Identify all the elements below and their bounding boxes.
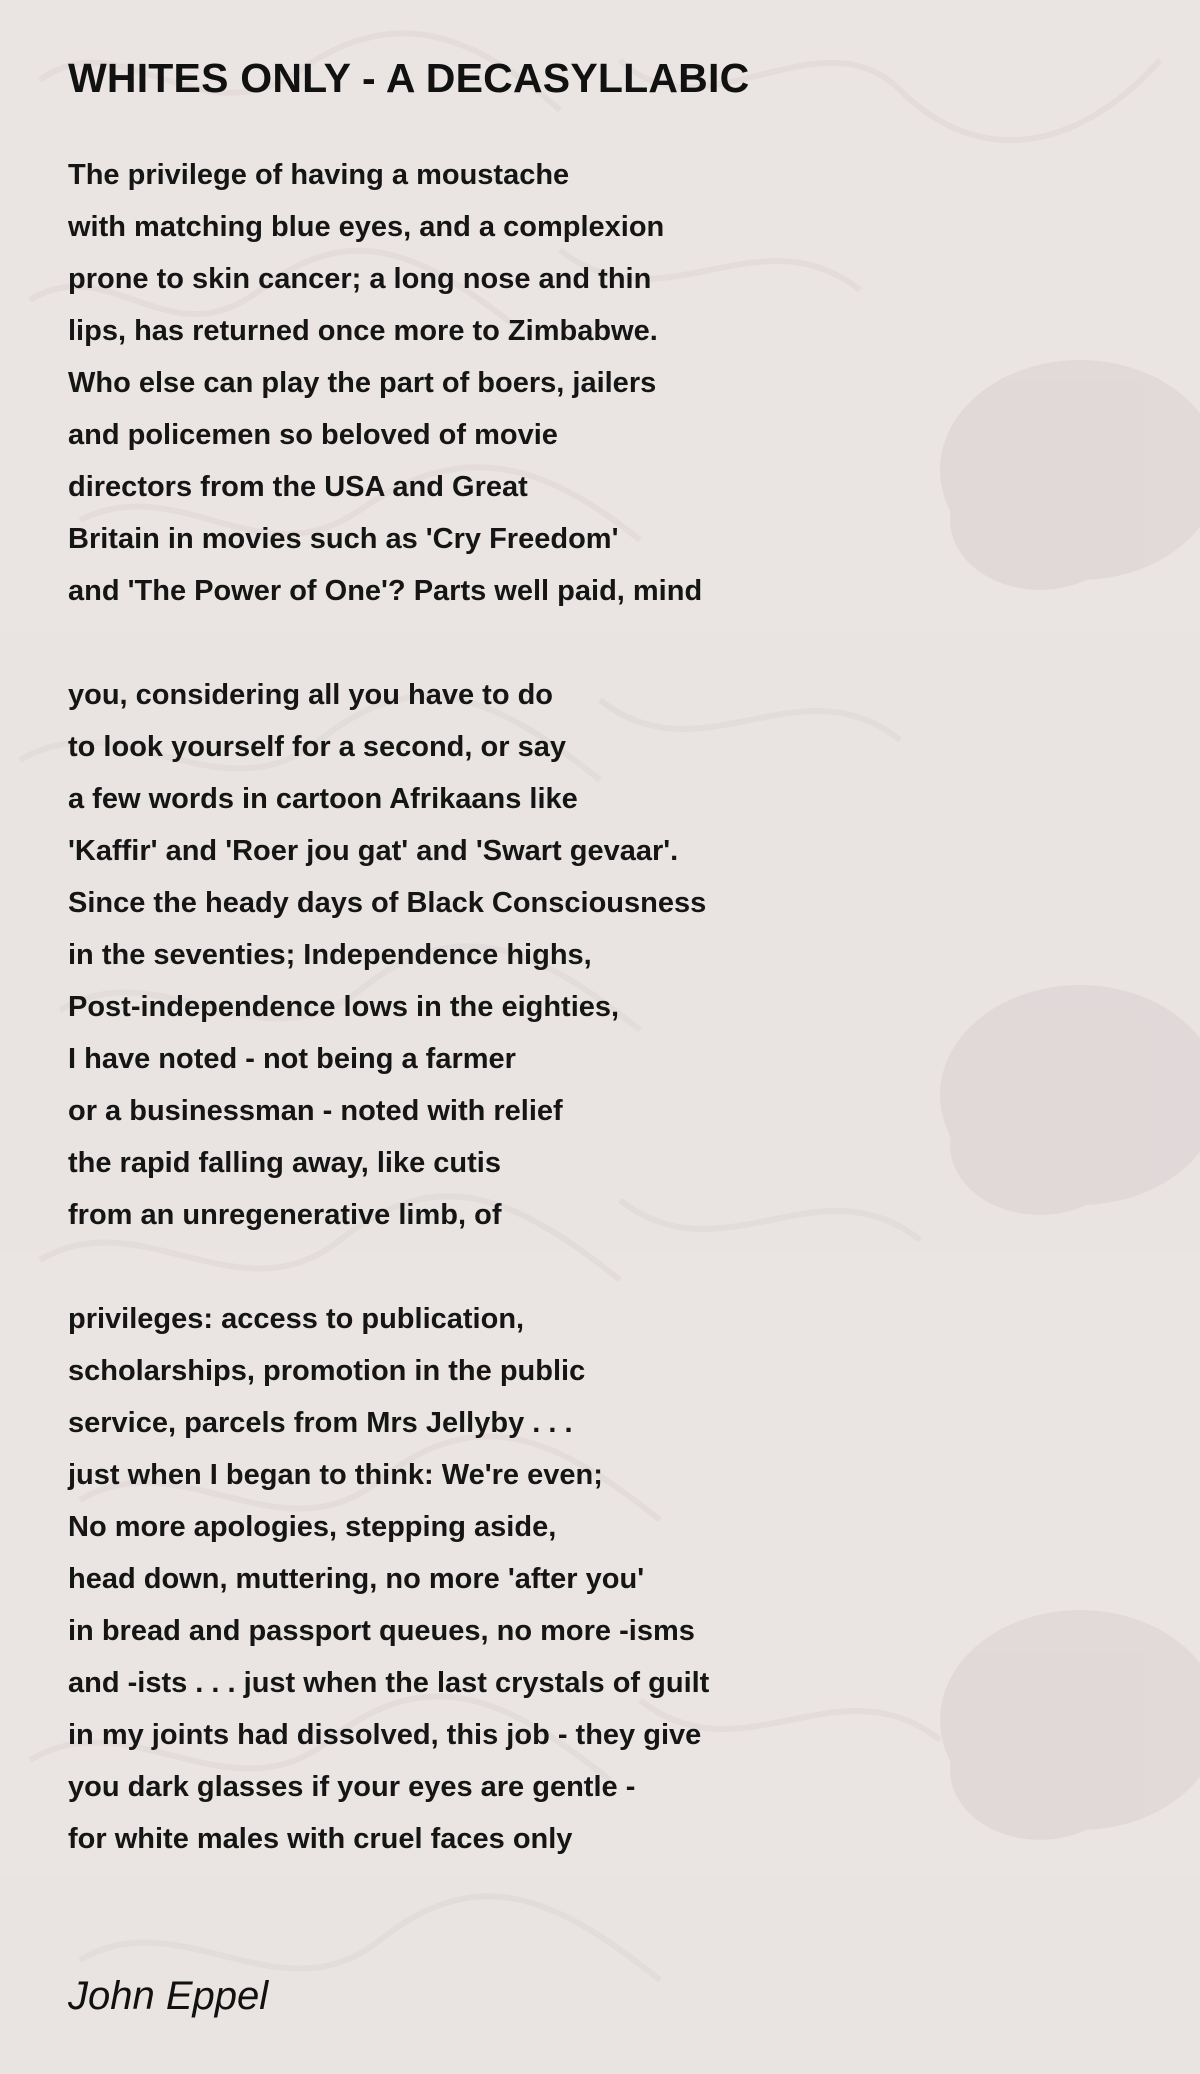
poem-line: or a businessman - noted with relief [68, 1095, 563, 1127]
stanza-2 [68, 669, 1128, 1241]
poem-line: I have noted - not being a farmer [68, 1043, 516, 1075]
poem-line: the rapid falling away, like cutis [68, 1147, 501, 1179]
poem-line: you dark glasses if your eyes are gentle - [68, 1771, 636, 1803]
poem-line: service, parcels from Mrs Jellyby . . . [68, 1407, 573, 1439]
poem-line: just when I began to think: We're even; [68, 1459, 603, 1491]
poem-line: with matching blue eyes, and a complexion [68, 211, 665, 243]
poem-line: and -ists . . . just when the last crystals of guilt [68, 1667, 710, 1699]
stanza-1 [68, 149, 1128, 617]
poem-line: and policemen so beloved of movie [68, 419, 558, 451]
poem-line: Post-independence lows in the eighties, [68, 991, 620, 1023]
poem-line: from an unregenerative limb, of [68, 1199, 502, 1231]
poem-line: to look yourself for a second, or say [68, 731, 566, 763]
poem-line: head down, muttering, no more 'after you' [68, 1563, 645, 1595]
poem-line: in my joints had dissolved, this job - they give [68, 1719, 702, 1751]
poem-line: directors from the USA and Great [68, 471, 528, 503]
poem-line: 'Kaffir' and 'Roer jou gat' and 'Swart gevaar'. [68, 835, 679, 867]
poem-line: lips, has returned once more to Zimbabwe. [68, 315, 658, 347]
poem-line: privileges: access to publication, [68, 1303, 525, 1335]
poem-line: you, considering all you have to do [68, 679, 554, 711]
poem-line: in bread and passport queues, no more -isms [68, 1615, 695, 1647]
poem-body [68, 149, 1128, 1917]
stanza-3 [68, 1293, 1128, 1865]
poem-line: No more apologies, stepping aside, [68, 1511, 557, 1543]
poem-line: Who else can play the part of boers, jailers [68, 367, 657, 399]
poem-line: The privilege of having a moustache [68, 159, 570, 191]
poem-line: Since the heady days of Black Consciousness [68, 887, 707, 919]
poem-line: a few words in cartoon Afrikaans like [68, 783, 578, 815]
poem-line: and 'The Power of One'? Parts well paid, mind [68, 575, 703, 607]
poem-line: in the seventies; Independence highs, [68, 939, 592, 971]
poem-line: for white males with cruel faces only [68, 1823, 573, 1855]
poem-line: scholarships, promotion in the public [68, 1355, 586, 1387]
poem-line: prone to skin cancer; a long nose and thin [68, 263, 652, 295]
poem-author: John Eppel [68, 1974, 269, 2018]
poem-title: WHITES ONLY - A DECASYLLABIC [68, 55, 750, 101]
poem-line: Britain in movies such as 'Cry Freedom' [68, 523, 619, 555]
